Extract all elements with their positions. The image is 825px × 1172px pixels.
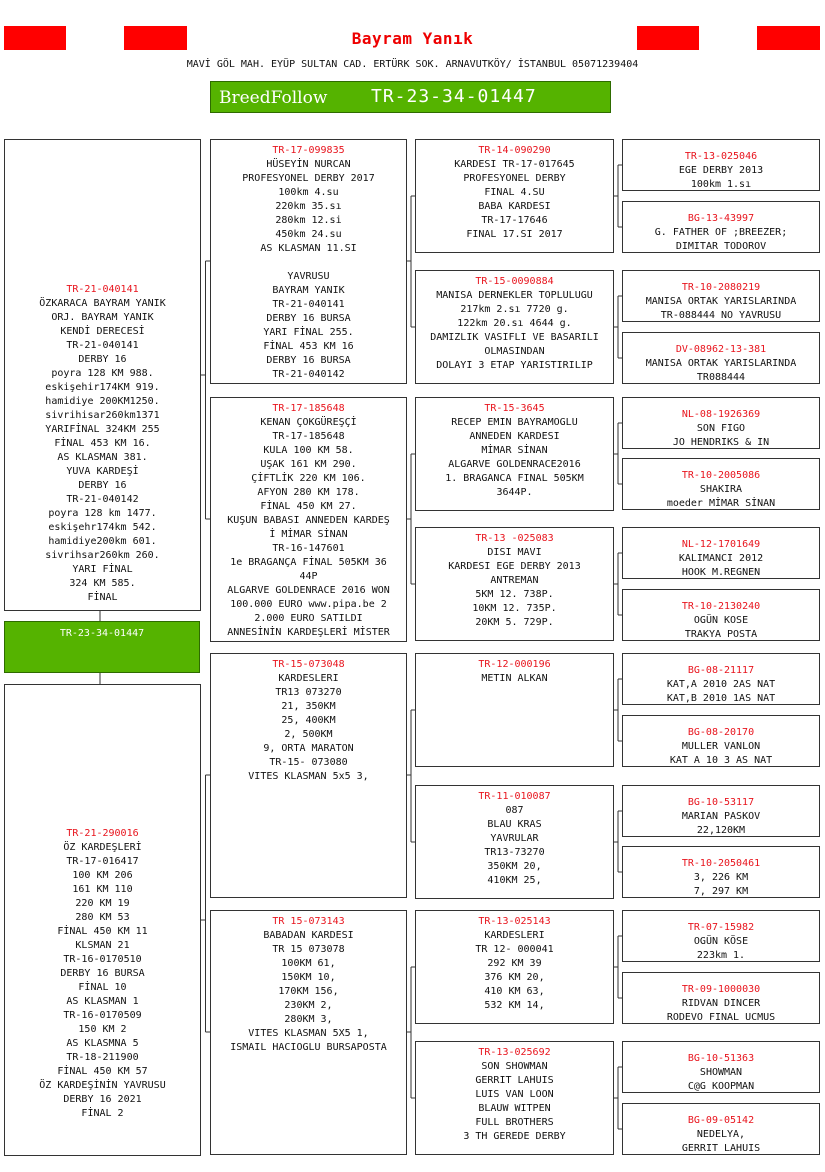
- sire-dam-box: [210, 397, 407, 642]
- pedigree-note-line: 280km 12.si: [275, 215, 342, 226]
- sire-box: [4, 139, 201, 611]
- pedigree-note-line: BLAUW WITPEN: [478, 1103, 551, 1114]
- ring-id: TR-17-099835: [272, 145, 345, 156]
- pedigree-note-line: İ MİMAR SİNAN: [269, 529, 348, 540]
- gggparent-box: [622, 589, 820, 641]
- ring-id: BG-10-53117: [687, 797, 755, 808]
- owner-address: MAVİ GÖL MAH. EYÜP SULTAN CAD. ERTÜRK SOK. ARNAVUTKÖY/ İSTANBUL 05071239404: [186, 59, 639, 70]
- pedigree-note-line: KARDESLERI: [484, 930, 545, 941]
- dam-dam-box: [210, 910, 407, 1155]
- pedigree-note-line: eskişehir174KM 919.: [45, 382, 160, 393]
- pedigree-note-line: TR-16-147601: [272, 543, 345, 554]
- ring-id: BG-08-20170: [687, 727, 755, 738]
- pedigree-note-line: DERBY 16 BURSA: [60, 968, 145, 979]
- sire-sire-box: [210, 139, 407, 384]
- pedigree-note-line: ÖZKARACA BAYRAM YANIK: [39, 298, 166, 309]
- gggparent-box: [622, 846, 820, 898]
- pedigree-note-line: 161 KM 110: [72, 884, 133, 895]
- pedigree-note-line: NEDELYA,: [696, 1129, 746, 1140]
- ring-id: TR-17-185648: [272, 403, 345, 414]
- pedigree-note-line: moeder MİMAR SİNAN: [666, 498, 776, 509]
- pedigree-note-line: TR13 073270: [275, 687, 342, 698]
- pedigree-note-line: 3, 226 KM: [693, 872, 749, 883]
- owner-name: Bayram Yanık: [351, 29, 474, 48]
- pedigree-note-line: 9, ORTA MARATON: [263, 743, 354, 754]
- pedigree-note-line: KAT A 10 3 AS NAT: [669, 755, 773, 766]
- pedigree-note-line: 20KM 5. 729P.: [475, 617, 554, 628]
- pedigree-note-line: 1e BRAGANÇA FİNAL 505KM 36: [230, 557, 387, 568]
- pedigree-note-line: FİNAL 453 KM 16.: [54, 438, 151, 449]
- pedigree-note-line: MANISA ORTAK YARISLARINDA: [645, 296, 797, 307]
- pedigree-note-line: GERRIT LAHUIS: [681, 1143, 761, 1154]
- pedigree-note-line: DERBY 16 BURSA: [266, 313, 351, 324]
- brand-ring-id: TR-23-34-01447: [371, 86, 537, 107]
- pedigree-note-line: SON FIGO: [696, 423, 746, 434]
- pedigree-note-line: DOLAYI 3 ETAP YARISTIRILIP: [436, 360, 593, 371]
- pedigree-note-line: TR-088444 NO YAVRUSU: [660, 310, 782, 321]
- pedigree-note-line: TR-16-0170510: [63, 954, 142, 965]
- pedigree-note-line: YARI FİNAL: [72, 564, 133, 575]
- pedigree-note-line: 25, 400KM: [281, 715, 336, 726]
- pedigree-note-line: FINAL 17.SI 2017: [466, 229, 563, 240]
- pedigree-note-line: TR-21-040141: [66, 340, 139, 351]
- gggparent-box: [622, 653, 820, 705]
- brand-name: BreedFollow: [219, 88, 328, 108]
- pedigree-note-line: TR-21-040142: [272, 369, 345, 380]
- pedigree-note-line: 21, 350KM: [281, 701, 336, 712]
- pedigree-note-line: ORJ. BAYRAM YANIK: [51, 312, 154, 323]
- ring-id: BG-08-21117: [687, 665, 755, 676]
- ggparent-box: [415, 1041, 614, 1155]
- pedigree-note-line: 100.000 EURO www.pipa.be 2: [230, 599, 387, 610]
- pedigree-note-line: AS KLASMAN 1: [66, 996, 139, 1007]
- pedigree-note-line: TR13-73270: [484, 847, 545, 858]
- ring-id: TR-07-15982: [687, 922, 755, 933]
- pedigree-note-line: BABA KARDESI: [478, 201, 551, 212]
- pedigree-note-line: 44P: [299, 571, 318, 582]
- pedigree-note-line: RIDVAN DINCER: [681, 998, 761, 1009]
- pedigree-note-line: OGÜN KOSE: [693, 615, 749, 626]
- pedigree-note-line: FİNAL: [87, 592, 118, 603]
- pedigree-note-line: BABADAN KARDESI: [263, 930, 354, 941]
- ring-id: TR-09-1000030: [681, 984, 761, 995]
- pedigree-note-line: AFYON 280 KM 178.: [257, 487, 360, 498]
- gggparent-box: [622, 332, 820, 384]
- pedigree-note-line: poyra 128 km 1477.: [48, 508, 157, 519]
- pedigree-note-line: METIN ALKAN: [481, 673, 548, 684]
- pedigree-note-line: TRAKYA POSTA: [684, 629, 758, 640]
- pedigree-note-line: 150KM 10,: [281, 972, 336, 983]
- ring-id: BG-13-43997: [687, 213, 755, 224]
- pedigree-note-line: 5KM 12. 738P.: [475, 589, 554, 600]
- pedigree-note-line: YARI FİNAL 255.: [263, 327, 354, 338]
- pedigree-note-line: TR 12- 000041: [475, 944, 554, 955]
- pedigree-note-line: MANISA ORTAK YARISLARINDA: [645, 358, 797, 369]
- pedigree-note-line: TR088444: [696, 372, 746, 383]
- pedigree-note-line: hamidiye200km 601.: [48, 536, 157, 547]
- pedigree-note-line: PROFESYONEL DERBY: [463, 173, 566, 184]
- pedigree-note-line: VITES KLASMAN 5x5 3,: [248, 771, 369, 782]
- gggparent-box: [622, 1041, 820, 1093]
- pedigree-note-line: AS KLASMAN 381.: [57, 452, 148, 463]
- pedigree-note-line: YAVRUSU: [287, 271, 330, 282]
- pedigree-note-line: 532 KM 14,: [484, 1000, 545, 1011]
- ggparent-box: [415, 527, 614, 641]
- pedigree-note-line: 100km 4.su: [278, 187, 339, 198]
- pedigree-note-line: TR-17-016417: [66, 856, 139, 867]
- pedigree-note-line: KULA 100 KM 58.: [263, 445, 354, 456]
- ring-id: NL-12-1701649: [681, 539, 761, 550]
- pedigree-note-line: FİNAL 450 KM 57: [57, 1066, 148, 1077]
- ring-id: DV-08962-13-381: [675, 344, 767, 355]
- pedigree-note-line: AS KLASMAN 11.SI: [260, 243, 357, 254]
- gggparent-box: [622, 458, 820, 510]
- pedigree-note-line: TR-21-040141: [272, 299, 345, 310]
- pedigree-note-line: 100KM 61,: [281, 958, 336, 969]
- pedigree-note-line: DERBY 16: [78, 354, 127, 365]
- pedigree-note-line: KALIMANCI 2012: [678, 553, 764, 564]
- pedigree-note-line: KARDESI EGE DERBY 2013: [448, 561, 581, 572]
- pedigree-note-line: BLAU KRAS: [487, 819, 542, 830]
- gggparent-box: [622, 527, 820, 579]
- pedigree-note-line: 350KM 20,: [487, 861, 542, 872]
- pedigree-note-line: OLMASINDAN: [484, 346, 545, 357]
- pedigree-note-line: ALGARVE GOLDENRACE 2016 WON: [227, 585, 390, 596]
- pedigree-note-line: 087: [505, 805, 524, 816]
- pedigree-note-line: MARIAN PASKOV: [681, 811, 761, 822]
- pedigree-note-line: TR-15- 073080: [269, 757, 348, 768]
- pedigree-note-line: 280 KM 53: [75, 912, 130, 923]
- ring-id: TR-21-040141: [66, 284, 139, 295]
- pedigree-note-line: ANNEDEN KARDESI: [469, 431, 560, 442]
- pedigree-note-line: 376 KM 20,: [484, 972, 545, 983]
- ggparent-box: [415, 653, 614, 767]
- gggparent-box: [622, 910, 820, 962]
- pedigree-note-line: FİNAL 2: [81, 1108, 124, 1119]
- pedigree-note-line: 100 KM 206: [72, 870, 133, 881]
- pedigree-note-line: FULL BROTHERS: [475, 1117, 554, 1128]
- pedigree-note-line: eskişehr174km 542.: [48, 522, 157, 533]
- pedigree-note-line: UŞAK 161 KM 290.: [260, 459, 357, 470]
- pedigree-note-line: C@G KOOPMAN: [687, 1081, 755, 1092]
- pedigree-note-line: TR-18-211900: [66, 1052, 139, 1063]
- ring-id: TR-10-2080219: [681, 282, 761, 293]
- pedigree-note-line: MANISA DERNEKLER TOPLULUGU: [436, 290, 593, 301]
- pedigree-note-line: 3644P.: [496, 487, 533, 498]
- pedigree-note-line: FİNAL 10: [78, 982, 127, 993]
- pedigree-note-line: YUVA KARDEŞİ: [66, 466, 139, 477]
- pedigree-note-line: 7, 297 KM: [693, 886, 749, 897]
- ring-id: TR-12-000196: [478, 659, 551, 670]
- ring-id: TR-10-2050461: [681, 858, 761, 869]
- ring-id: TR-13-025692: [478, 1047, 551, 1058]
- pedigree-note-line: 2, 500KM: [284, 729, 333, 740]
- pedigree-note-line: 1. BRAGANCA FINAL 505KM: [445, 473, 584, 484]
- pedigree-note-line: hamidiye 200KM1250.: [45, 396, 160, 407]
- pedigree-note-line: KARDESLERI: [278, 673, 339, 684]
- ring-id: TR-21-290016: [66, 828, 139, 839]
- ring-id: TR-10-2005086: [681, 470, 761, 481]
- pedigree-note-line: DERBY 16 2021: [63, 1094, 142, 1105]
- ring-id: TR-10-2130240: [681, 601, 761, 612]
- pedigree-note-line: 220km 35.sı: [275, 201, 342, 212]
- ring-id: TR-11-010087: [478, 791, 551, 802]
- pedigree-note-line: ANNESİNİN KARDEŞLERİ MİSTER: [227, 627, 390, 638]
- pedigree-note-line: G. FATHER OF ;BREEZER;: [654, 227, 788, 238]
- subject-ring-id: TR-23-34-01447: [59, 628, 145, 639]
- ggparent-box: [415, 785, 614, 899]
- ring-id: TR-15-3645: [484, 403, 545, 414]
- gggparent-box: [622, 397, 820, 449]
- subject-pigeon-box: [4, 621, 200, 673]
- pedigree-note-line: 3 TH GEREDE DERBY: [463, 1131, 566, 1142]
- pedigree-note-line: 100km 1.sı: [690, 179, 752, 190]
- ggparent-box: [415, 270, 614, 384]
- ring-id: NL-08-1926369: [681, 409, 761, 420]
- pedigree-note-line: SHAKIRA: [699, 484, 743, 495]
- gggparent-box: [622, 715, 820, 767]
- pedigree-note-line: TR-21-040142: [66, 494, 139, 505]
- pedigree-note-line: 22,120KM: [696, 825, 746, 836]
- ring-id: TR 15-073143: [272, 916, 345, 927]
- ring-id: TR-13-025143: [478, 916, 551, 927]
- pedigree-note-line: ALGARVE GOLDENRACE2016: [448, 459, 581, 470]
- pedigree-note-line: YAVRULAR: [490, 833, 539, 844]
- pedigree-note-line: sivrihsar260km 260.: [45, 550, 160, 561]
- ring-id: BG-10-51363: [687, 1053, 755, 1064]
- ring-id: TR-13-025046: [684, 151, 758, 162]
- pedigree-note-line: poyra 128 KM 988.: [51, 368, 154, 379]
- pedigree-note-line: ÖZ KARDEŞİNİN YAVRUSU: [39, 1080, 166, 1091]
- gggparent-box: [622, 201, 820, 253]
- pedigree-note-line: 122km 20.sı 4644 g.: [457, 318, 572, 329]
- pedigree-note-line: 217km 2.sı 7720 g.: [460, 304, 569, 315]
- pedigree-note-line: KUŞUN BABASI ANNEDEN KARDEŞ: [227, 515, 390, 526]
- ring-id: TR-13 -025083: [475, 533, 554, 544]
- ggparent-box: [415, 397, 614, 511]
- pedigree-note-line: 220 KM 19: [75, 898, 130, 909]
- pedigree-note-line: FİNAL 450 KM 27.: [260, 501, 357, 512]
- pedigree-note-line: 410 KM 63,: [484, 986, 545, 997]
- pedigree-note-line: 10KM 12. 735P.: [472, 603, 557, 614]
- gggparent-box: [622, 785, 820, 837]
- pedigree-note-line: KAT,B 2010 1AS NAT: [666, 693, 776, 704]
- pedigree-note-line: DAMIZLIK VASIFLI VE BASARILI: [430, 332, 599, 343]
- ring-id: TR-15-0090884: [475, 276, 554, 287]
- pedigree-note-line: 450km 24.su: [275, 229, 342, 240]
- pedigree-note-line: KAT,A 2010 2AS NAT: [666, 679, 776, 690]
- pedigree-note-line: YARIFİNAL 324KM 255: [45, 424, 160, 435]
- pedigree-note-line: GERRIT LAHUIS: [475, 1075, 554, 1086]
- pedigree-note-line: HÜSEYİN NURCAN: [266, 159, 351, 170]
- pedigree-note-line: KENAN ÇOKGÜREŞÇİ: [260, 417, 357, 428]
- pedigree-note-line: [211, 256, 406, 270]
- pedigree-note-line: FİNAL 453 KM 16: [263, 341, 354, 352]
- ggparent-box: [415, 139, 614, 253]
- pedigree-note-line: 324 KM 585.: [69, 578, 136, 589]
- pedigree-note-line: FİNAL 450 KM 11: [57, 926, 148, 937]
- ring-id: BG-09-05142: [687, 1115, 755, 1126]
- pedigree-note-line: KENDİ DERECESİ: [60, 326, 145, 337]
- ring-id: TR-14-090290: [478, 145, 551, 156]
- pedigree-note-line: OGÜN KÖSE: [693, 936, 749, 947]
- gggparent-box: [622, 270, 820, 322]
- pedigree-note-line: KARDESI TR-17-017645: [454, 159, 575, 170]
- pedigree-note-line: BAYRAM YANIK: [272, 285, 345, 296]
- pedigree-note-line: 150 KM 2: [78, 1024, 127, 1035]
- gggparent-box: [622, 139, 820, 191]
- pedigree-note-line: TR 15 073078: [272, 944, 345, 955]
- pedigree-note-line: ÖZ KARDEŞLERİ: [63, 842, 142, 853]
- pedigree-note-line: JO HENDRIKS & IN: [672, 437, 770, 448]
- pedigree-note-line: 230KM 2,: [284, 1000, 333, 1011]
- pedigree-note-line: ANTREMAN: [490, 575, 539, 586]
- pedigree-note-line: DERBY 16: [78, 480, 127, 491]
- dam-box: [4, 684, 201, 1156]
- ggparent-box: [415, 910, 614, 1024]
- pedigree-note-line: 223km 1.: [696, 950, 746, 961]
- pedigree-note-line: 292 KM 39: [487, 958, 542, 969]
- pedigree-note-line: RECEP EMIN BAYRAMOGLU: [451, 417, 578, 428]
- pedigree-note-line: DISI MAVI: [487, 547, 542, 558]
- gggparent-box: [622, 972, 820, 1024]
- pedigree-note-line: 170KM 156,: [278, 986, 339, 997]
- pedigree-note-line: TR-16-0170509: [63, 1010, 142, 1021]
- pedigree-note-line: HOOK M.REGNEN: [681, 567, 761, 578]
- pedigree-note-line: 2.000 EURO SATILDI: [254, 613, 363, 624]
- pedigree-note-line: EGE DERBY 2013: [678, 165, 764, 176]
- pedigree-note-line: RODEVO FINAL UCMUS: [666, 1012, 776, 1023]
- pedigree-note-line: VITES KLASMAN 5X5 1,: [248, 1028, 369, 1039]
- dam-sire-box: [210, 653, 407, 898]
- pedigree-note-line: DERBY 16 BURSA: [266, 355, 351, 366]
- pedigree-note-line: MİMAR SİNAN: [481, 445, 548, 456]
- pedigree-note-line: SHOWMAN: [699, 1067, 743, 1078]
- pedigree-note-line: ÇİFTLİK 220 KM 106.: [251, 473, 366, 484]
- pedigree-note-line: sivrihisar260km1371: [45, 410, 160, 421]
- gggparent-box: [622, 1103, 820, 1155]
- pedigree-note-line: FINAL 4.SU: [484, 187, 545, 198]
- pedigree-note-line: LUIS VAN LOON: [475, 1089, 554, 1100]
- pedigree-note-line: DIMITAR TODOROV: [675, 241, 767, 252]
- ring-id: TR-15-073048: [272, 659, 345, 670]
- pedigree-note-line: TR-17-185648: [272, 431, 345, 442]
- pedigree-note-line: SON SHOWMAN: [481, 1061, 548, 1072]
- pedigree-note-line: MULLER VANLON: [681, 741, 761, 752]
- pedigree-note-line: KLSMAN 21: [75, 940, 130, 951]
- pedigree-note-line: AS KLASMNA 5: [66, 1038, 139, 1049]
- pedigree-note-line: 410KM 25,: [487, 875, 542, 886]
- pedigree-note-line: 280KM 3,: [284, 1014, 333, 1025]
- pedigree-note-line: PROFESYONEL DERBY 2017: [242, 173, 375, 184]
- pedigree-note-line: ISMAIL HACIOGLU BURSAPOSTA: [230, 1042, 387, 1053]
- pedigree-note-line: TR-17-17646: [481, 215, 548, 226]
